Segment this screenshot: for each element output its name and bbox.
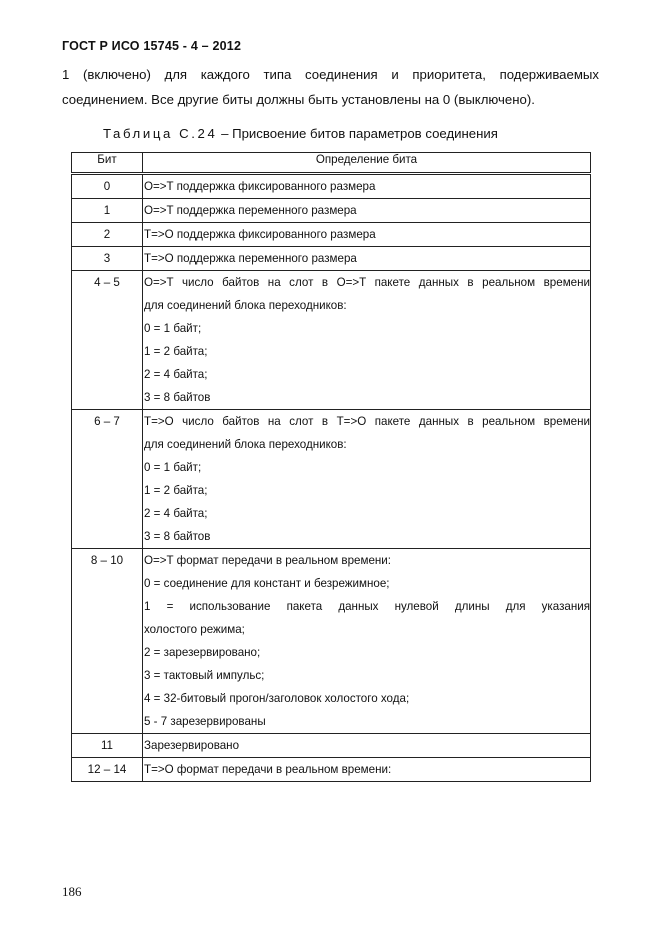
definition-line: 1 = 2 байта;	[144, 345, 208, 358]
table-row	[72, 247, 591, 271]
definition-cell	[143, 271, 591, 410]
definition-cell	[143, 247, 591, 271]
column-header-definition: Определение бита	[143, 153, 591, 174]
definition-cell	[143, 734, 591, 758]
bit-cell: 3	[72, 247, 143, 271]
definition-cell	[143, 199, 591, 223]
table-caption-text: – Присвоение битов параметров соединения	[217, 126, 498, 141]
definition-cell	[143, 174, 591, 199]
definition-line: 0 = соединение для констант и безрежимное;	[144, 577, 390, 590]
definition-line: Зарезервировано	[144, 739, 240, 752]
intro-line-1: 1 (включено) для каждого типа соединения и приоритета, подерживаемых	[62, 67, 599, 82]
table-row	[72, 223, 591, 247]
table-row	[72, 199, 591, 223]
definition-line: O=>T число байтов на слот в O=>T пакете данных в реальном времени	[144, 276, 590, 289]
page-number: 186	[62, 884, 82, 899]
table-row	[72, 734, 591, 758]
bit-cell: 11	[72, 734, 143, 758]
definition-line: 2 = 4 байта;	[144, 368, 208, 381]
bit-cell: 4 – 5	[72, 271, 143, 410]
table-row	[72, 271, 591, 410]
definition-cell	[143, 549, 591, 734]
table-row	[72, 174, 591, 199]
definition-line: 4 = 32-битовый прогон/заголовок холостого хода;	[144, 692, 410, 705]
definition-cell	[143, 223, 591, 247]
bit-cell: 8 – 10	[72, 549, 143, 734]
definition-cell	[143, 410, 591, 549]
definition-line: 3 = 8 байтов	[144, 391, 211, 404]
table-header-row	[72, 153, 591, 174]
definition-line: для соединений блока переходников:	[144, 299, 347, 312]
definition-line: O=>T поддержка фиксированного размера	[144, 180, 376, 193]
definition-line: T=>O число байтов на слот в T=>O пакете данных в реальном времени	[144, 415, 590, 428]
bit-assignment-table	[71, 152, 591, 782]
definition-line: 0 = 1 байт;	[144, 322, 202, 335]
definition-line: O=>T поддержка переменного размера	[144, 204, 357, 217]
definition-line: 5 - 7 зарезервированы	[144, 715, 266, 728]
definition-line: 0 = 1 байт;	[144, 461, 202, 474]
table-row	[72, 410, 591, 549]
definition-line: 2 = 4 байта;	[144, 507, 208, 520]
definition-cell	[143, 758, 591, 782]
intro-paragraph	[62, 62, 599, 112]
bit-cell: 6 – 7	[72, 410, 143, 549]
table-caption-prefix: Таблица С.24	[103, 126, 218, 141]
bit-cell: 12 – 14	[72, 758, 143, 782]
bit-cell: 1	[72, 199, 143, 223]
table-row	[72, 549, 591, 734]
bit-cell: 2	[72, 223, 143, 247]
definition-line: O=>T формат передачи в реальном времени:	[144, 554, 391, 567]
definition-line: 3 = тактовый импульс;	[144, 669, 265, 682]
column-header-bit: Бит	[72, 153, 143, 174]
bit-cell: 0	[72, 174, 143, 199]
definition-line: 1 = использование пакета данных нулевой длины для указания	[144, 600, 590, 613]
definition-line: для соединений блока переходников:	[144, 438, 347, 451]
definition-line: 2 = зарезервировано;	[144, 646, 261, 659]
definition-line: холостого режима;	[144, 623, 245, 636]
table-body	[72, 174, 591, 782]
table-caption	[103, 126, 498, 141]
definition-line: T=>O поддержка фиксированного размера	[144, 228, 376, 241]
intro-line-2: соединением. Все другие биты должны быть установлены на 0 (выключено).	[62, 92, 535, 107]
document-header: ГОСТ Р ИСО 15745 - 4 – 2012	[62, 39, 242, 53]
table-row	[72, 758, 591, 782]
definition-line: T=>O поддержка переменного размера	[144, 252, 357, 265]
definition-line: T=>O формат передачи в реальном времени:	[144, 763, 392, 776]
definition-line: 3 = 8 байтов	[144, 530, 211, 543]
definition-line: 1 = 2 байта;	[144, 484, 208, 497]
